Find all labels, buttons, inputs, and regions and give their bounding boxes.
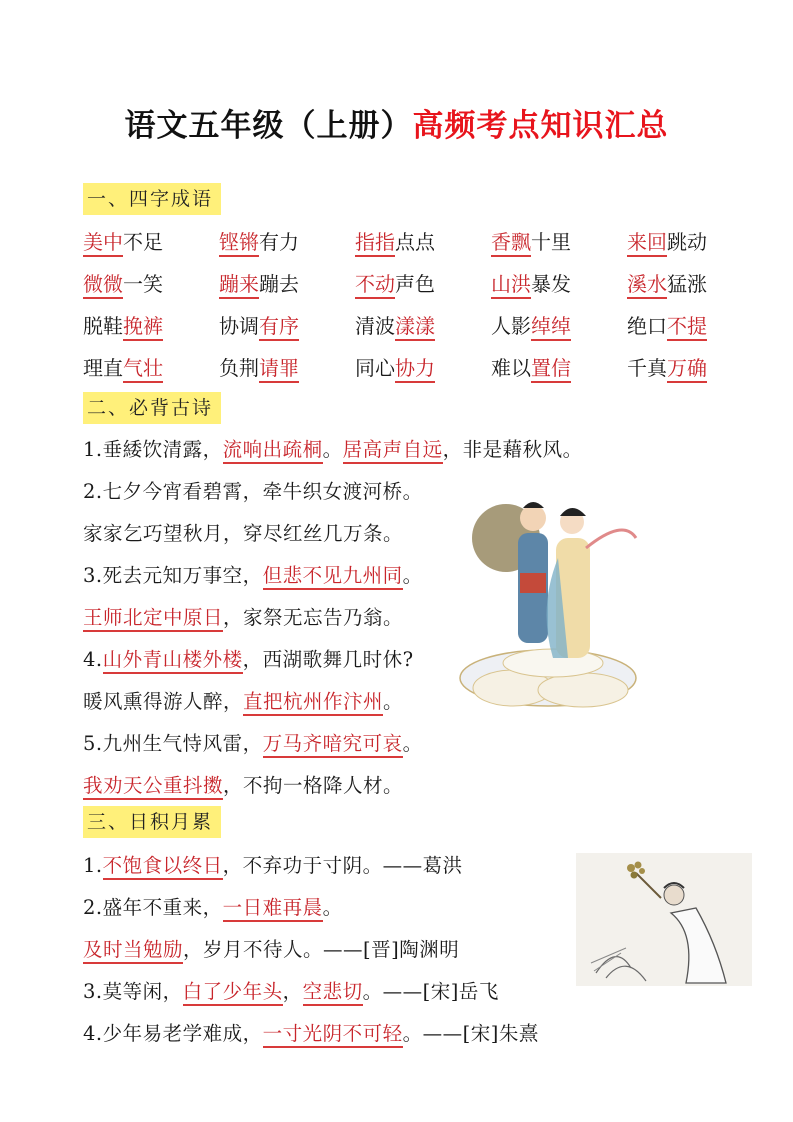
idiom-part: 不提 xyxy=(667,314,707,341)
idiom-item xyxy=(83,352,163,381)
saying-line xyxy=(83,850,463,878)
idiom-part: 微微 xyxy=(83,272,123,299)
plain-text: 1.垂緌饮清露， xyxy=(83,438,223,461)
highlighted-phrase: 居高声自远 xyxy=(343,438,443,464)
idiom-part: 理直 xyxy=(83,356,123,380)
idiom-part: 声色 xyxy=(395,272,435,296)
idiom-item xyxy=(491,310,571,339)
plain-text: ，非是藉秋风。 xyxy=(442,438,583,461)
idiom-part: 溪水 xyxy=(627,272,667,299)
poem-line xyxy=(83,560,423,588)
idiom-part: 不足 xyxy=(123,230,163,254)
idiom-part: 山洪 xyxy=(491,272,531,299)
plain-text: 2.盛年不重来， xyxy=(83,896,223,919)
highlighted-phrase: 但悲不见九州同 xyxy=(263,564,403,590)
plain-text: 。 xyxy=(402,564,423,587)
idiom-part: 清波 xyxy=(355,314,395,338)
idiom-part: 人影 xyxy=(491,314,531,338)
idiom-part: 挽裤 xyxy=(123,314,163,341)
page-title xyxy=(0,100,793,145)
idiom-part: 十里 xyxy=(531,230,571,254)
idiom-part: 跳动 xyxy=(667,230,707,254)
plain-text: ，西湖歌舞几时休? xyxy=(242,648,414,671)
idiom-part: 香飘 xyxy=(491,230,531,257)
idiom-part: 脱鞋 xyxy=(83,314,123,338)
idiom-part: 点点 xyxy=(395,230,435,254)
highlighted-phrase: 及时当勉励 xyxy=(83,938,183,964)
highlighted-phrase: 白了少年头 xyxy=(183,980,283,1006)
highlighted-phrase: 王师北定中原日 xyxy=(83,606,223,632)
idiom-part: 漾漾 xyxy=(395,314,435,341)
idiom-part: 蹦来 xyxy=(219,272,259,299)
plain-text: 。 xyxy=(383,690,404,713)
idiom-part: 协调 xyxy=(219,314,259,338)
plain-text: ，不拘一格降人材。 xyxy=(223,774,404,797)
plain-text: 。——[宋]岳飞 xyxy=(362,980,499,1003)
idiom-part: 一笑 xyxy=(123,272,163,296)
idiom-part: 气壮 xyxy=(123,356,163,383)
idiom-item xyxy=(355,268,435,297)
plain-text: 。 xyxy=(322,896,343,919)
section-heading-sayings: 三、日积月累 xyxy=(83,806,221,838)
idiom-item xyxy=(219,352,299,381)
highlighted-phrase: 万马齐喑究可哀 xyxy=(263,732,403,758)
plain-text: 4.少年易老学难成， xyxy=(83,1022,263,1045)
idiom-part: 蹦去 xyxy=(259,272,299,296)
idiom-part: 有力 xyxy=(259,230,299,254)
plain-text: ，岁月不待人。——[晋]陶渊明 xyxy=(183,938,460,961)
idiom-part: 铿锵 xyxy=(219,230,259,257)
highlighted-phrase: 一日难再晨 xyxy=(223,896,323,922)
poem-line xyxy=(83,602,403,630)
plain-text: 2.七夕今宵看碧霄，牵牛织女渡河桥。 xyxy=(83,480,423,503)
idiom-part: 协力 xyxy=(395,356,435,383)
highlighted-phrase: 空悲切 xyxy=(303,980,363,1006)
idiom-item xyxy=(219,226,299,255)
title-red: 高频考点知识汇总 xyxy=(412,108,669,144)
poem-line xyxy=(83,518,403,546)
poem-line xyxy=(83,686,403,714)
saying-line xyxy=(83,892,343,920)
idiom-part: 美中 xyxy=(83,230,123,257)
plain-text: 。 xyxy=(322,438,343,461)
idiom-item xyxy=(627,226,707,255)
plain-text: ，不弃功于寸阴。——葛洪 xyxy=(222,854,463,877)
plain-text: ， xyxy=(282,980,303,1003)
idiom-part: 绰绰 xyxy=(531,314,571,341)
poem-line xyxy=(83,770,403,798)
idiom-item xyxy=(355,310,435,339)
poem-line xyxy=(83,728,423,756)
highlighted-phrase: 我劝天公重抖擞 xyxy=(83,774,223,800)
idiom-part: 负荆 xyxy=(219,356,259,380)
idiom-part: 猛涨 xyxy=(667,272,707,296)
poem-line xyxy=(83,644,414,672)
idiom-item xyxy=(83,310,163,339)
poem-line xyxy=(83,476,423,504)
idiom-item xyxy=(491,226,571,255)
idiom-item xyxy=(219,268,299,297)
idiom-part: 暴发 xyxy=(531,272,571,296)
plain-text: 4. xyxy=(83,648,103,671)
section-heading-idioms: 一、四字成语 xyxy=(83,183,221,215)
idiom-item xyxy=(491,268,571,297)
highlighted-phrase: 一寸光阴不可轻 xyxy=(263,1022,403,1048)
idiom-part: 不动 xyxy=(355,272,395,299)
plain-text: 。 xyxy=(402,732,423,755)
idiom-part: 有序 xyxy=(259,314,299,341)
plain-text: 5.九州生气恃风雷， xyxy=(83,732,263,755)
saying-line xyxy=(83,976,499,1004)
idiom-part: 指指 xyxy=(355,230,395,257)
saying-line xyxy=(83,934,459,962)
plain-text: 1. xyxy=(83,854,103,877)
idiom-item xyxy=(491,352,571,381)
idiom-item xyxy=(83,226,163,255)
idiom-item xyxy=(627,268,707,297)
highlighted-phrase: 流响出疏桐 xyxy=(223,438,323,464)
highlighted-phrase: 山外青山楼外楼 xyxy=(103,648,243,674)
idiom-item xyxy=(83,268,163,297)
cowherd-weaver-girl-illustration xyxy=(458,478,638,728)
idiom-part: 请罪 xyxy=(259,356,299,383)
idiom-item xyxy=(355,352,435,381)
plain-text: 3.死去元知万事空， xyxy=(83,564,263,587)
highlighted-phrase: 直把杭州作汴州 xyxy=(243,690,383,716)
plain-text: 3.莫等闲， xyxy=(83,980,183,1003)
idiom-item xyxy=(355,226,435,255)
idiom-part: 置信 xyxy=(531,356,571,383)
highlighted-phrase: 不饱食以终日 xyxy=(103,854,223,880)
title-black: 语文五年级（上册） xyxy=(124,108,413,144)
idiom-part: 来回 xyxy=(627,230,667,257)
plain-text: 。——[宋]朱熹 xyxy=(402,1022,539,1045)
plain-text: ，家祭无忘告乃翁。 xyxy=(223,606,404,629)
poem-line xyxy=(83,434,583,462)
saying-line xyxy=(83,1018,539,1046)
idiom-item xyxy=(627,310,707,339)
idiom-item xyxy=(627,352,707,381)
idiom-part: 同心 xyxy=(355,356,395,380)
scholar-sketch-illustration xyxy=(576,853,752,986)
idiom-part: 万确 xyxy=(667,356,707,383)
idiom-item xyxy=(219,310,299,339)
idiom-part: 难以 xyxy=(491,356,531,380)
plain-text: 家家乞巧望秋月，穿尽红丝几万条。 xyxy=(83,522,404,545)
section-heading-poems: 二、必背古诗 xyxy=(83,392,221,424)
plain-text: 暖风熏得游人醉， xyxy=(83,690,244,713)
idiom-part: 绝口 xyxy=(627,314,667,338)
idiom-part: 千真 xyxy=(627,356,667,380)
